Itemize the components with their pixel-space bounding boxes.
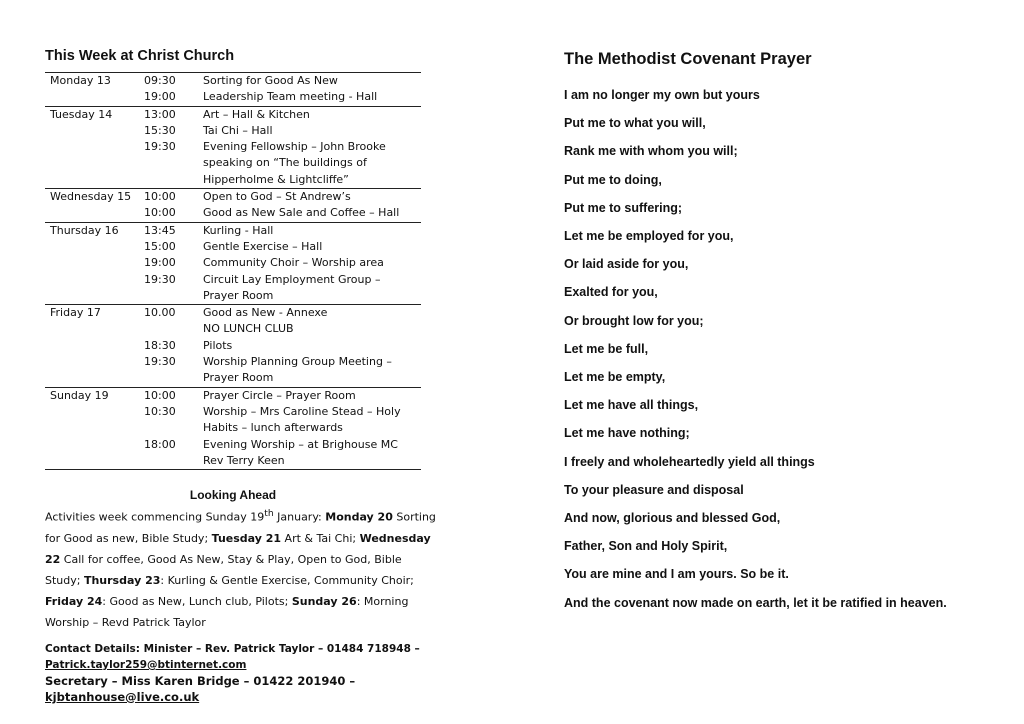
schedule-event: NO LUNCH CLUB bbox=[203, 322, 294, 336]
schedule-row bbox=[45, 255, 421, 271]
schedule-row bbox=[45, 404, 421, 420]
ahead-superscript: th bbox=[264, 508, 274, 520]
schedule-time: 15:00 bbox=[144, 239, 176, 253]
prayer-line: I am no longer my own but yours bbox=[564, 88, 760, 102]
schedule-day bbox=[45, 338, 138, 354]
schedule-time: 19:30 bbox=[144, 272, 176, 286]
schedule-row bbox=[45, 89, 421, 106]
schedule-table bbox=[45, 72, 421, 470]
ahead-text-part: Call for coffee, Good As New, Stay & Play, Open to God, Bible Study; bbox=[45, 552, 402, 587]
schedule-time: 10:00 bbox=[138, 387, 198, 404]
schedule-day: Tuesday 14 bbox=[45, 106, 138, 123]
prayer-line: Or laid aside for you, bbox=[564, 257, 689, 272]
schedule-event: Habits – lunch afterwards bbox=[203, 421, 343, 435]
schedule-title: This Week at Christ Church bbox=[45, 48, 235, 64]
schedule-event: Gentle Exercise – Hall bbox=[203, 239, 323, 253]
schedule-time bbox=[138, 453, 198, 470]
schedule-day bbox=[45, 453, 138, 470]
prayer-line: Let me have nothing; bbox=[564, 426, 690, 441]
secretary-details: Secretary – Miss Karen Bridge – 01422 201940 – bbox=[45, 673, 356, 688]
covenant-prayer-column bbox=[564, 50, 1004, 617]
schedule-row bbox=[45, 305, 421, 322]
prayer-line: To your pleasure and disposal bbox=[564, 482, 744, 497]
prayer-line: Rank me with whom you will; bbox=[564, 144, 738, 159]
schedule-time: 15:30 bbox=[144, 123, 176, 137]
schedule-row bbox=[45, 272, 421, 288]
prayer-line: Put me to what you will, bbox=[564, 116, 706, 131]
prayer-line: Put me to suffering; bbox=[564, 200, 683, 215]
ahead-day: Wednesday 22 bbox=[45, 531, 431, 566]
contact-details bbox=[45, 641, 465, 705]
schedule-event: Prayer Room bbox=[198, 370, 421, 387]
prayer-line: You are mine and I am yours. So be it. bbox=[564, 567, 789, 582]
schedule-event: Pilots bbox=[203, 338, 233, 352]
schedule-event: Evening Worship – at Brighouse MC bbox=[203, 437, 398, 451]
schedule-time: 13:45 bbox=[138, 222, 198, 239]
prayer-line: And now, glorious and blessed God, bbox=[564, 511, 781, 526]
schedule-time: 18:30 bbox=[144, 338, 176, 352]
schedule-event: speaking on “The buildings of bbox=[203, 156, 367, 170]
schedule-time bbox=[138, 155, 198, 171]
ahead-text-part: January: bbox=[273, 510, 326, 524]
schedule-day bbox=[45, 155, 138, 171]
schedule-row bbox=[45, 205, 421, 222]
contact-minister-line bbox=[45, 641, 465, 657]
prayer-line: Father, Son and Holy Spirit, bbox=[564, 539, 728, 554]
schedule-time: 19:00 bbox=[138, 89, 198, 106]
schedule-row bbox=[45, 73, 421, 90]
schedule-event: Hipperholme & Lightcliffe” bbox=[198, 172, 421, 189]
schedule-row bbox=[45, 387, 421, 404]
ahead-text-part: Activities week commencing Sunday 19 bbox=[45, 510, 265, 524]
looking-ahead-text bbox=[45, 503, 440, 633]
prayer-lines bbox=[564, 81, 1004, 617]
schedule-time: 19:30 bbox=[144, 140, 176, 154]
schedule-day bbox=[45, 205, 138, 222]
schedule-event: Leadership Team meeting - Hall bbox=[198, 89, 421, 106]
schedule-day: Monday 13 bbox=[45, 73, 138, 90]
ahead-day: Tuesday 21 bbox=[211, 531, 282, 545]
schedule-day: Sunday 19 bbox=[45, 387, 138, 404]
ahead-day: Friday 24 bbox=[45, 594, 103, 608]
schedule-time: 10.00 bbox=[138, 305, 198, 322]
prayer-line: Put me to doing, bbox=[564, 172, 662, 187]
schedule-event: Tai Chi – Hall bbox=[203, 123, 273, 137]
schedule-time bbox=[138, 288, 198, 305]
schedule-row bbox=[45, 106, 421, 123]
schedule-event: Worship – Mrs Caroline Stead – Holy bbox=[203, 404, 401, 418]
schedule-row bbox=[45, 172, 421, 189]
prayer-line: Let me be employed for you, bbox=[564, 229, 734, 244]
schedule-event: Community Choir – Worship area bbox=[203, 256, 384, 270]
ahead-day: Thursday 23 bbox=[83, 573, 161, 587]
schedule-event: Worship Planning Group Meeting – bbox=[203, 355, 392, 369]
schedule-event: Evening Fellowship – John Brooke bbox=[203, 140, 386, 154]
prayer-line: Let me have all things, bbox=[564, 398, 699, 413]
schedule-event: Prayer Room bbox=[198, 288, 421, 305]
schedule-row bbox=[45, 239, 421, 255]
schedule-time bbox=[138, 172, 198, 189]
schedule-day bbox=[45, 354, 138, 370]
schedule-time bbox=[138, 420, 198, 436]
schedule-row bbox=[45, 288, 421, 305]
schedule-day bbox=[45, 239, 138, 255]
schedule-event: Open to God – St Andrew’s bbox=[198, 189, 421, 206]
ahead-text-part: : Good as New, Lunch club, Pilots; bbox=[102, 594, 292, 608]
schedule-row bbox=[45, 123, 421, 139]
schedule-row bbox=[45, 420, 421, 436]
schedule-row bbox=[45, 453, 421, 470]
contact-minister-email-line bbox=[45, 657, 465, 673]
ahead-text-part: : Morning Worship – Revd Patrick Taylor bbox=[45, 594, 409, 629]
prayer-title: The Methodist Covenant Prayer bbox=[564, 50, 812, 68]
schedule-time: 10:00 bbox=[138, 189, 198, 206]
prayer-line: Let me be empty, bbox=[564, 370, 666, 385]
contact-label: Contact Details: bbox=[45, 642, 144, 655]
schedule-day bbox=[45, 89, 138, 106]
minister-details: Minister – Rev. Patrick Taylor – 01484 718948 – bbox=[143, 642, 420, 655]
schedule-day bbox=[45, 255, 138, 271]
schedule-event: Good as New Sale and Coffee – Hall bbox=[198, 205, 421, 222]
prayer-line: Let me be full, bbox=[564, 341, 649, 356]
secretary-email-link[interactable]: kjbtanhouse@live.co.uk bbox=[45, 689, 200, 704]
schedule-day bbox=[45, 123, 138, 139]
prayer-line: And the covenant now made on earth, let it be ratified in heaven. bbox=[564, 595, 947, 610]
schedule-time: 09:30 bbox=[138, 73, 198, 90]
weekly-schedule-column bbox=[45, 48, 465, 705]
schedule-day: Wednesday 15 bbox=[45, 189, 138, 206]
schedule-day bbox=[45, 321, 138, 337]
schedule-row bbox=[45, 354, 421, 370]
schedule-day bbox=[45, 139, 138, 155]
ahead-day: Monday 20 bbox=[325, 510, 393, 524]
schedule-day bbox=[45, 172, 138, 189]
schedule-row bbox=[45, 437, 421, 453]
schedule-time: 19:00 bbox=[144, 256, 176, 270]
schedule-event: Rev Terry Keen bbox=[198, 453, 421, 470]
schedule-row bbox=[45, 139, 421, 155]
schedule-day bbox=[45, 420, 138, 436]
schedule-event: Sorting for Good As New bbox=[198, 73, 421, 90]
prayer-line: Or brought low for you; bbox=[564, 313, 704, 328]
schedule-time: 10:30 bbox=[144, 404, 176, 418]
schedule-event: Kurling - Hall bbox=[198, 222, 421, 239]
prayer-line: I freely and wholeheartedly yield all things bbox=[564, 454, 815, 469]
ahead-text-part: Art & Tai Chi; bbox=[281, 531, 360, 545]
schedule-day bbox=[45, 370, 138, 387]
schedule-time bbox=[138, 370, 198, 387]
schedule-time bbox=[138, 321, 198, 337]
looking-ahead-title: Looking Ahead bbox=[189, 488, 277, 503]
schedule-event: Art – Hall & Kitchen bbox=[198, 106, 421, 123]
prayer-line: Exalted for you, bbox=[564, 285, 658, 300]
schedule-day bbox=[45, 288, 138, 305]
minister-email-link[interactable]: Patrick.taylor259@btinternet.com bbox=[45, 658, 247, 671]
schedule-time: 10:00 bbox=[138, 205, 198, 222]
schedule-row bbox=[45, 189, 421, 206]
schedule-row bbox=[45, 338, 421, 354]
schedule-event: Prayer Circle – Prayer Room bbox=[198, 387, 421, 404]
schedule-row bbox=[45, 370, 421, 387]
schedule-event: Good as New - Annexe bbox=[198, 305, 421, 322]
contact-secretary-line bbox=[45, 673, 465, 705]
ahead-text-part: Sorting for Good as new, Bible Study; bbox=[45, 510, 436, 545]
schedule-row bbox=[45, 222, 421, 239]
schedule-day: Friday 17 bbox=[45, 305, 138, 322]
schedule-row bbox=[45, 321, 421, 337]
ahead-day: Sunday 26 bbox=[291, 594, 357, 608]
schedule-event: Circuit Lay Employment Group – bbox=[203, 272, 381, 286]
schedule-time: 18:00 bbox=[144, 437, 176, 451]
schedule-row bbox=[45, 155, 421, 171]
schedule-time: 19:30 bbox=[144, 355, 176, 369]
schedule-time: 13:00 bbox=[138, 106, 198, 123]
schedule-day bbox=[45, 404, 138, 420]
schedule-day bbox=[45, 437, 138, 453]
ahead-text-part: : Kurling & Gentle Exercise, Community Choir; bbox=[160, 573, 414, 587]
schedule-day bbox=[45, 272, 138, 288]
schedule-day: Thursday 16 bbox=[45, 222, 138, 239]
